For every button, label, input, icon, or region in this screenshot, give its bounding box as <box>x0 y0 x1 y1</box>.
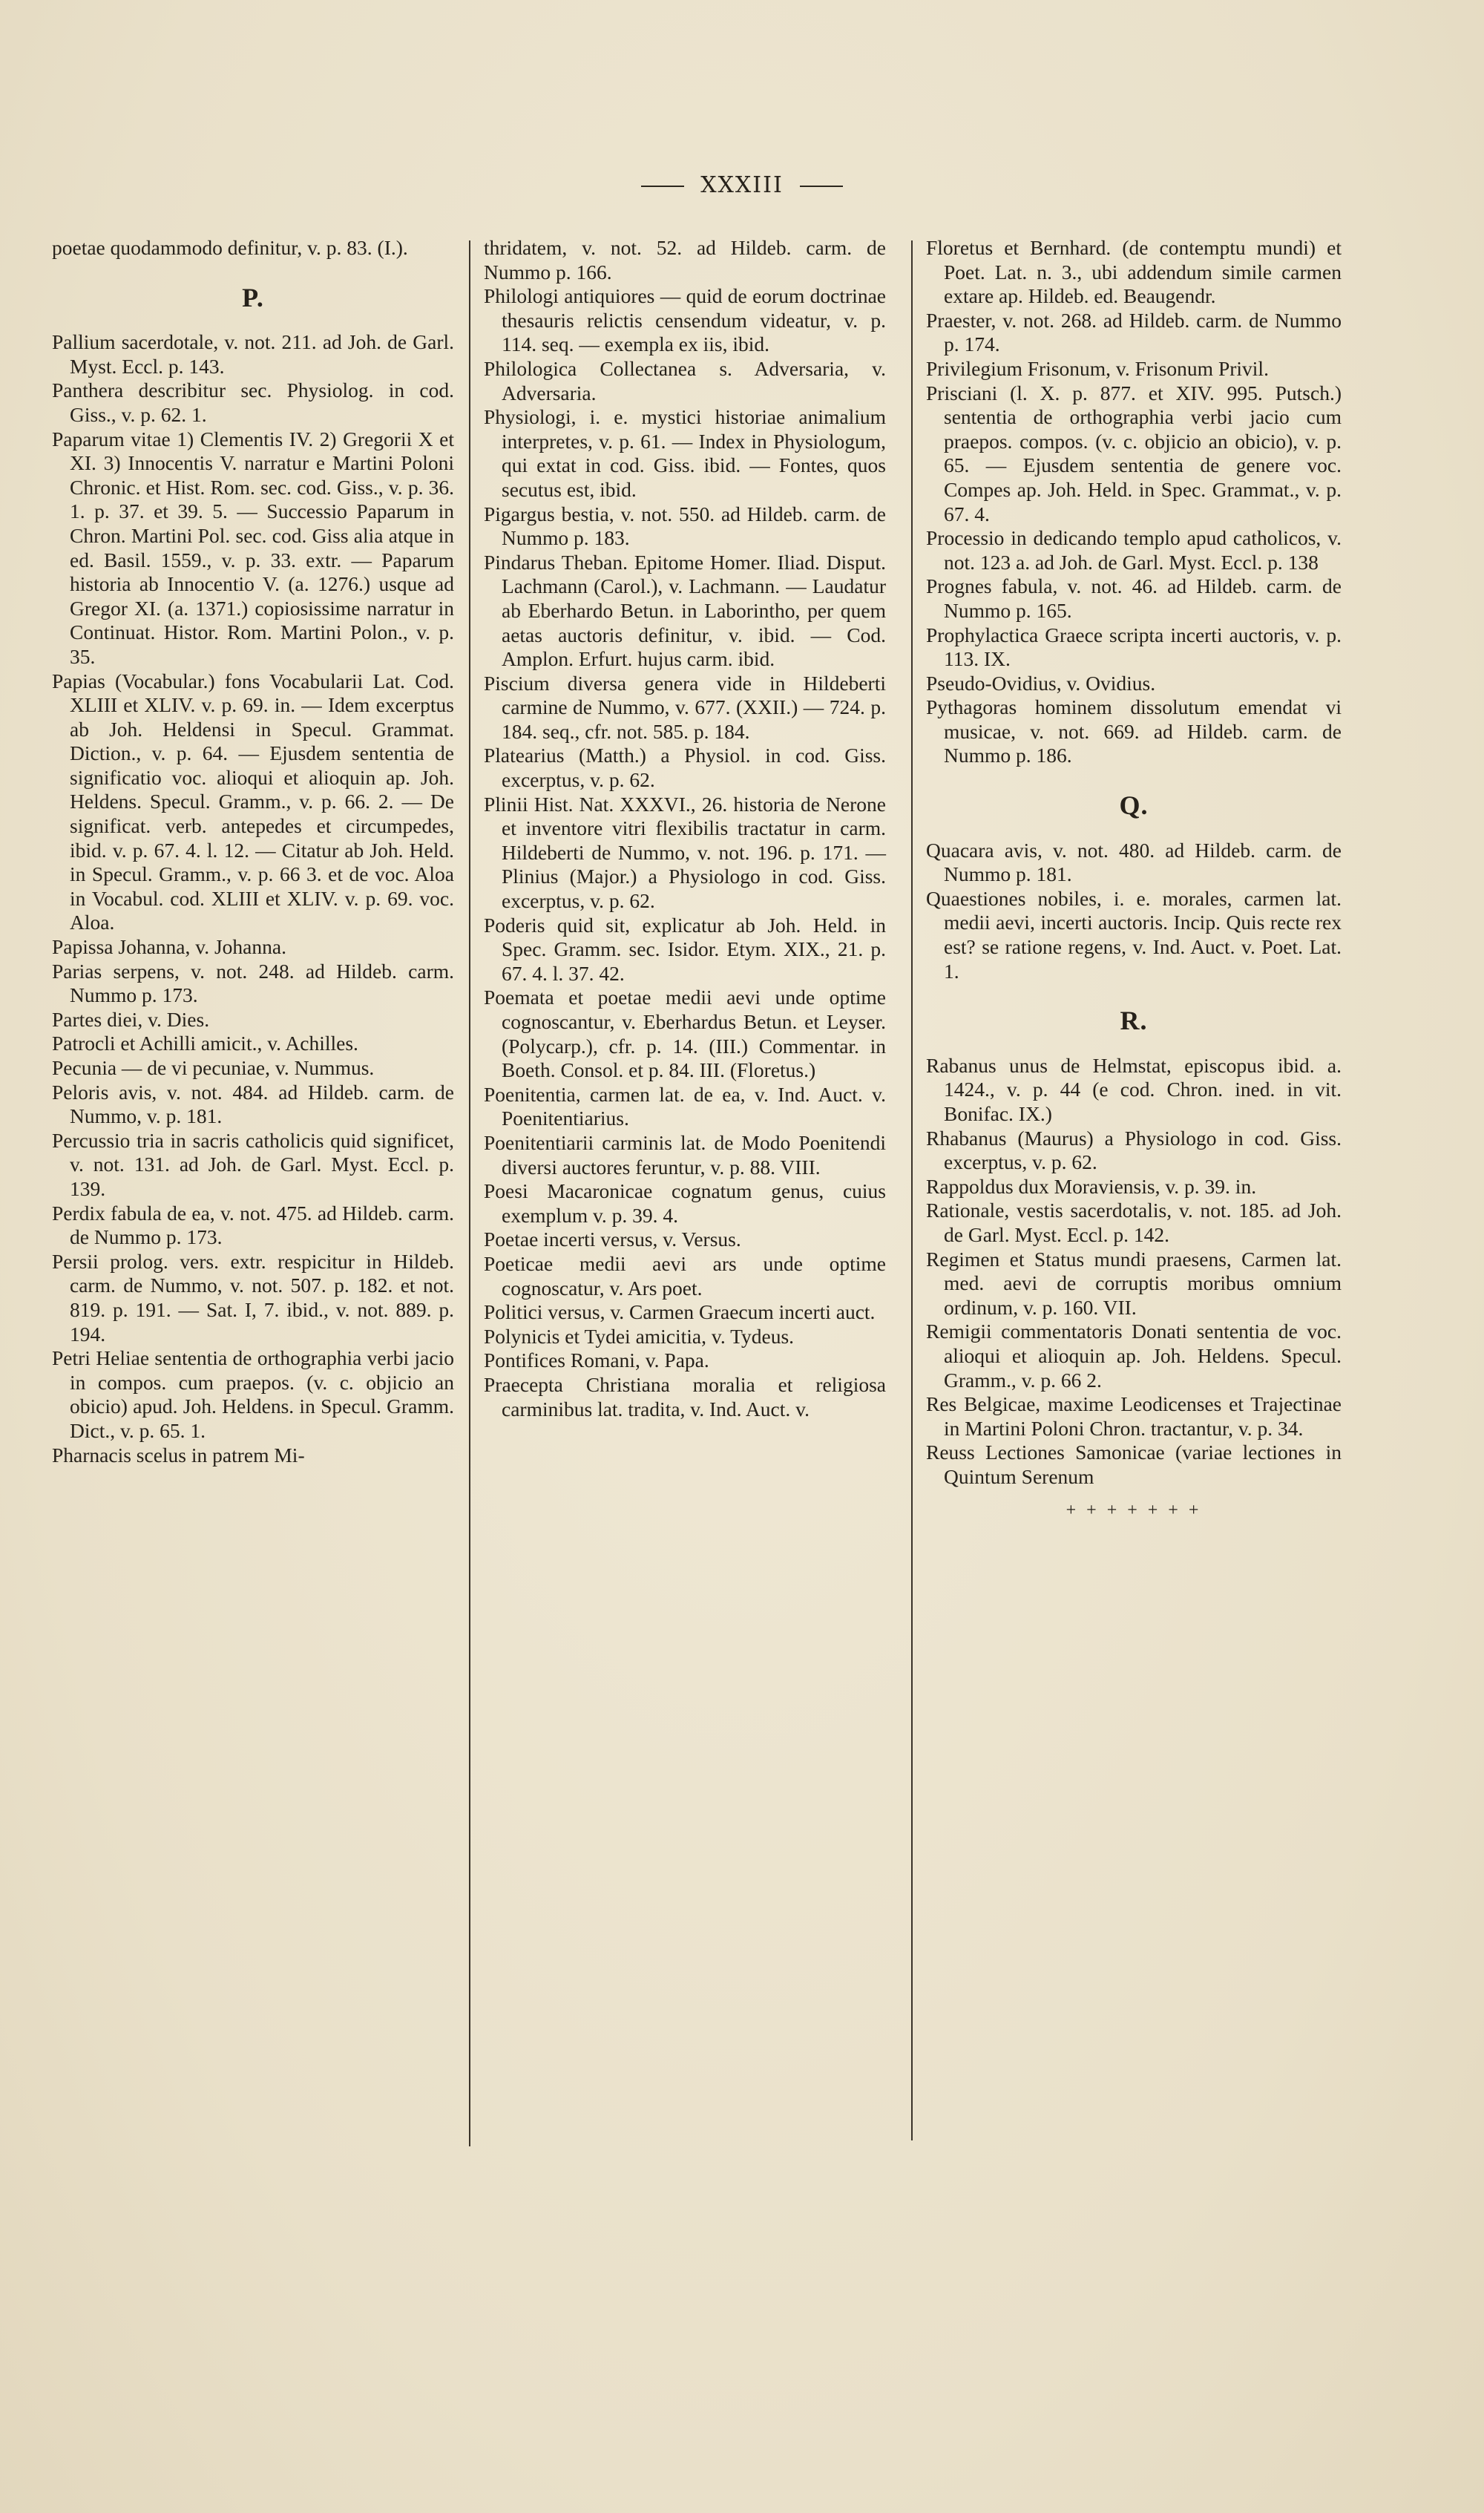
index-entry: Rabanus unus de Helmstat, episcopus ibid. a. 1424., v. p. 44 (e cod. Chron. ined. in vit. Bonifac. IX.) <box>926 1053 1342 1125</box>
index-entry: Piscium diversa genera vide in Hildeberti carmine de Nummo, v. 677. (XXII.) — 724. p. 184. seq., cfr. not. 585. p. 184. <box>484 671 886 743</box>
index-entry: Panthera describitur sec. Physiolog. in cod. Giss., v. p. 62. 1. <box>52 379 454 426</box>
header-left-dash <box>641 186 684 187</box>
index-column-2 <box>484 236 886 1421</box>
page-header <box>0 172 1484 198</box>
index-entry: Quaestiones nobiles, i. e. morales, carmen lat. medii aevi, incerti auctoris. Incip. Quis recte rex est? se ratione regens, v. Ind. Auct. v. Poet. Lat. 1. <box>926 886 1342 983</box>
end-ornament: + + + + + + + <box>1066 1500 1202 1520</box>
index-entry: Plinii Hist. Nat. XXXVI., 26. historia de Nerone et inventore vitri flexibilis tractatur in carm. Hildeberti de Nummo, v. not. 196. p. 171. — Plinius (Major.) a Physiologo in cod. Giss. excerptus, v. p. 62. <box>484 792 886 913</box>
index-entry: Privilegium Frisonum, v. Frisonum Privil. <box>926 356 1269 380</box>
index-column-3 <box>926 236 1342 1522</box>
index-entry: Praester, v. not. 268. ad Hildeb. carm. de Nummo p. 174. <box>926 308 1342 356</box>
index-entry: Petri Heliae sententia de orthographia verbi jacio in compos. cum praepos. (v. c. objicio an obicio) apud. Joh. Heldens. in Specul. Gramm. Dict., v. p. 65. 1. <box>52 1346 454 1442</box>
index-entry: Pythagoras hominem dissolutum emendat vi musicae, v. not. 669. ad Hildeb. carm. de Nummo p. 186. <box>926 695 1342 767</box>
index-entry: Poderis quid sit, explicatur ab Joh. Held. in Spec. Gramm. sec. Isidor. Etym. XIX., 21. p. 67. 4. l. 37. 42. <box>484 913 886 985</box>
index-entry: Rhabanus (Maurus) a Physiologo in cod. Giss. excerptus, v. p. 62. <box>926 1126 1342 1174</box>
index-entry: Prophylactica Graece scripta incerti auctoris, v. p. 113. IX. <box>926 623 1342 671</box>
page-number: XXXIII <box>700 172 784 198</box>
index-entry: Physiologi, i. e. mystici historiae animalium interpretes, v. p. 61. — Index in Physiologum, qui extat in cod. Giss. ibid. — Fontes, quos secutus est, ibid. <box>484 405 886 501</box>
index-entry: Philologica Collectanea s. Adversaria, v. Adversaria. <box>484 356 886 404</box>
section-letter: R. <box>1120 1006 1148 1036</box>
index-entry: Poenitentiarii carminis lat. de Modo Poenitendi diversi auctores feruntur, v. p. 88. VIII. <box>484 1130 886 1179</box>
index-entry: Politici versus, v. Carmen Graecum incerti auct. <box>484 1300 876 1324</box>
index-entry: Pharnacis scelus in patrem Mi- <box>52 1443 305 1467</box>
index-entry: Quacara avis, v. not. 480. ad Hildeb. carm. de Nummo p. 181. <box>926 838 1342 886</box>
index-entry: Pigargus bestia, v. not. 550. ad Hildeb. carm. de Nummo p. 183. <box>484 502 886 550</box>
index-entry: Perdix fabula de ea, v. not. 475. ad Hildeb. carm. de Nummo p. 173. <box>52 1201 454 1249</box>
index-entry: Persii prolog. vers. extr. respicitur in Hildeb. carm. de Nummo, v. not. 507. p. 182. et not. 819. p. 191. — Sat. I, 7. ibid., v. not. 889. p. 194. <box>52 1249 454 1346</box>
index-entry: Poesi Macaronicae cognatum genus, cuius exemplum v. p. 39. 4. <box>484 1179 886 1227</box>
section-letter: Q. <box>1119 790 1149 821</box>
index-entry: Pecunia — de vi pecuniae, v. Nummus. <box>52 1056 375 1079</box>
index-entry: Philologi antiquiores — quid de eorum doctrinae thesauris relictis censendum videatur, v. p. 114. seq. — exempla ex iis, ibid. <box>484 284 886 356</box>
index-entry: Poetae incerti versus, v. Versus. <box>484 1228 741 1251</box>
index-entry: Pontifices Romani, v. Papa. <box>484 1349 709 1372</box>
header-right-dash <box>800 186 843 187</box>
index-entry: Paparum vitae 1) Clementis IV. 2) Gregorii X et XI. 3) Innocentis V. narratur e Martini Poloni Chronic. et Hist. Rom. sec. cod. Giss., v. p. 36. 1. p. 37. et 39. 5. — Successio Paparum in Chron. Martini Pol. sec. cod. Giss alia atque in ed. Basil. 1559., v. p. 33. extr. — Paparum historia ab Innocentio V. (a. 1276.) usque ad Gregor XI. (a. 1371.) copiosissime narratur in Continuat. Histor. Rom. Martini Polon., v. p. 35. <box>52 427 454 668</box>
index-entry: Prisciani (l. X. p. 877. et XIV. 995. Putsch.) sententia de orthographia verbi jacio cum praepos. compos. (v. c. objicio an obicio), v. p. 65. — Ejusdem sententia de genere voc. Compes ap. Joh. Held. in Spec. Grammat., v. p. 67. 4. <box>926 381 1342 525</box>
index-entry: Rappoldus dux Moraviensis, v. p. 39. in. <box>926 1174 1257 1198</box>
index-entry: Rationale, vestis sacerdotalis, v. not. 185. ad Joh. de Garl. Myst. Eccl. p. 142. <box>926 1199 1342 1246</box>
index-entry: Papissa Johanna, v. Johanna. <box>52 935 286 959</box>
index-entry: Pallium sacerdotale, v. not. 211. ad Joh. de Garl. Myst. Eccl. p. 143. <box>52 330 454 378</box>
index-entry-continued: poetae quodammodo definitur, v. p. 83. (I.). <box>52 236 408 259</box>
index-entry: Platearius (Matth.) a Physiol. in cod. Giss. excerptus, v. p. 62. <box>484 744 886 792</box>
index-column-1 <box>52 236 454 1467</box>
index-entry: Polynicis et Tydei amicitia, v. Tydeus. <box>484 1324 795 1348</box>
index-entry-continued: thridatem, v. not. 52. ad Hildeb. carm. de Nummo p. 166. <box>484 236 886 284</box>
index-entry: Floretus et Bernhard. (de contemptu mundi) et Poet. Lat. n. 3., ubi addendum simile carmen extare ap. Hildeb. ed. Beaugendr. <box>926 236 1342 308</box>
index-entry: Percussio tria in sacris catholicis quid significet, v. not. 131. ad Joh. de Garl. Myst. Eccl. p. 139. <box>52 1128 454 1200</box>
index-entry: Res Belgicae, maxime Leodicenses et Trajectinae in Martini Poloni Chron. tractantur, v. p. 34. <box>926 1392 1342 1440</box>
index-entry: Regimen et Status mundi praesens, Carmen lat. med. aevi de corruptis moribus omnium ordinum, v. p. 160. VII. <box>926 1247 1342 1319</box>
index-entry: Prognes fabula, v. not. 46. ad Hildeb. carm. de Nummo p. 165. <box>926 574 1342 622</box>
column-rule-right <box>911 240 913 2140</box>
index-entry: Processio in dedicando templo apud catholicos, v. not. 123 a. ad Joh. de Garl. Myst. Eccl. p. 138 <box>926 526 1342 574</box>
index-entry: Papias (Vocabular.) fons Vocabularii Lat. Cod. XLIII et XLIV. v. p. 69. in. — Idem excerptus ab Joh. Heldensi in Specul. Grammat. Diction., v. p. 64. — Ejusdem sententia de significatio voc. alioqui et alioquin ap. Joh. Heldens. Specul. Gramm., v. p. 66. 2. — De significat. verb. antepedes et circumpedes, ibid. v. p. 67. 4. l. 12. — Citatur ab Joh. Held. in Specul. Gramm., v. p. 66 3. et de voc. Aloa in Vocabul. cod. XLIII et XLIV. v. p. 69. voc. Aloa. <box>52 669 454 934</box>
index-entry: Reuss Lectiones Samonicae (variae lectiones in Quintum Serenum <box>926 1441 1342 1488</box>
index-entry: Patrocli et Achilli amicit., v. Achilles. <box>52 1032 358 1055</box>
section-letter: P. <box>242 282 264 312</box>
index-entry: Partes diei, v. Dies. <box>52 1007 210 1031</box>
index-entry: Pindarus Theban. Epitome Homer. Iliad. Disput. Lachmann (Carol.), v. Lachmann. — Laudatur ab Eberhardo Betun. in Laborintho, per quem aetas auctoris definitur, v. ibid. — Cod. Amplon. Erfurt. hujus carm. ibid. <box>484 550 886 671</box>
index-entry: Poeticae medii aevi ars unde optime cognoscatur, v. Ars poet. <box>484 1251 886 1300</box>
index-entry: Poemata et poetae medii aevi unde optime cognoscantur, v. Eberhardus Betun. et Leyser. (Polycarp.), cfr. p. 14. (III.) Commentar. in Boeth. Consol. et p. 84. III. (Floretus.) <box>484 986 886 1082</box>
index-entry: Praecepta Christiana moralia et religiosa carminibus lat. tradita, v. Ind. Auct. v. <box>484 1372 886 1421</box>
index-entry: Peloris avis, v. not. 484. ad Hildeb. carm. de Nummo, v. p. 181. <box>52 1080 454 1128</box>
index-entry: Poenitentia, carmen lat. de ea, v. Ind. Auct. v. Poenitentiarius. <box>484 1082 886 1130</box>
column-rule-left <box>469 240 470 2146</box>
index-entry: Pseudo-Ovidius, v. Ovidius. <box>926 671 1156 695</box>
index-entry: Remigii commentatoris Donati sententia de voc. alioqui et alioquin ap. Joh. Heldens. Specul. Gramm., v. p. 66 2. <box>926 1320 1342 1392</box>
index-entry: Parias serpens, v. not. 248. ad Hildeb. carm. Nummo p. 173. <box>52 959 454 1007</box>
